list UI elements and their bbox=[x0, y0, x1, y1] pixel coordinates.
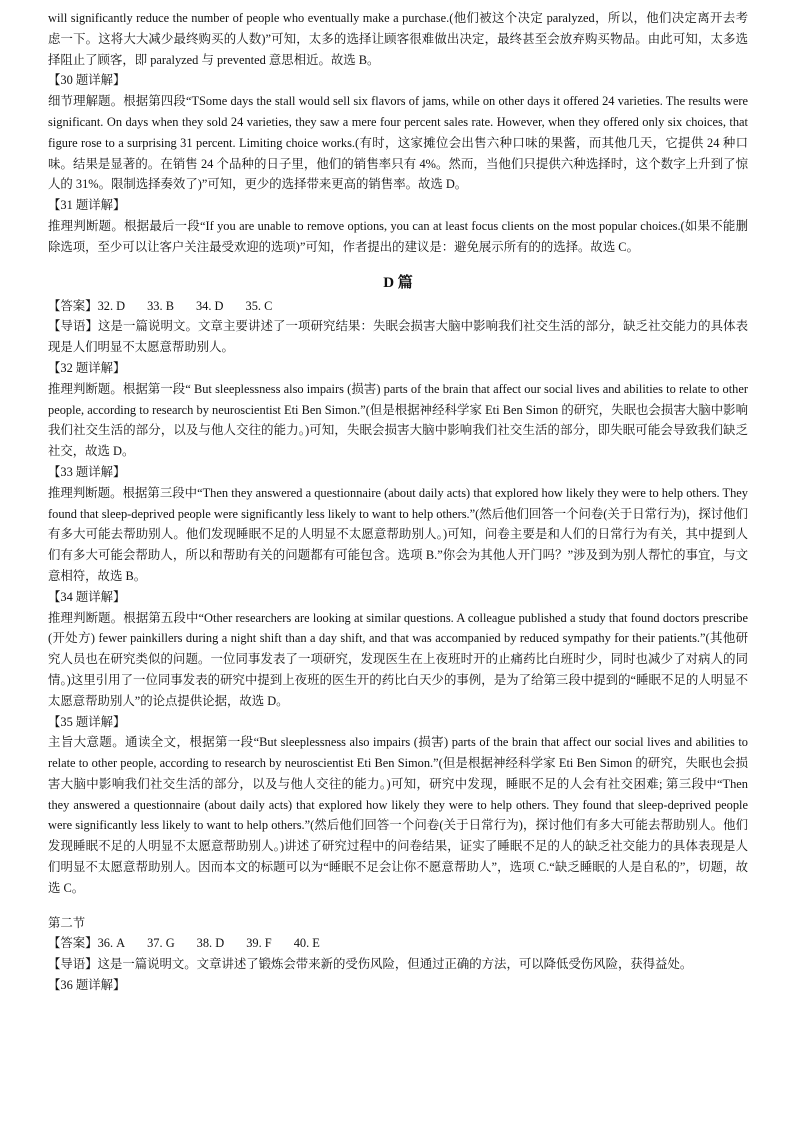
section-2-guide: 【导语】这是一篇说明文。文章讲述了锻炼会带来新的受伤风险，但通过正确的方法，可以降低受伤风险，获得益处。 bbox=[48, 957, 693, 972]
continued-paragraph: will significantly reduce the number of people who eventually make a purchase.(他们被这个决定 paralyzed，所以，他们决定离开去考虑一下。这将大大减少最终购买的人数)”可知，太多的选择让顾客很难做出决定，最终甚至会放弃购买物品。由此可知，太多选择阻止了顾客，即 paralyzed 与 prevented 意思相近。故选 B。 bbox=[48, 11, 748, 67]
q32-explanation: 推理判断题。根据第一段“ But sleeplessness also impairs (损害) parts of the brain that affect our social lives and abilities to relate to other people, according to research by neuroscientist Eti Ben Simon.”(但是根据神经科学家 Eti Ben Simon 的研究，失眠也会损害大脑中影响我们社交生活的部分，以及与他人交往的能力。)可知，失眠会损害大脑中影响我们社交生活的部分，即失眠可能会导致我们缺乏社交，故选 D。 bbox=[48, 381, 748, 459]
q30-heading: 【30 题详解】 bbox=[48, 73, 126, 88]
q36-heading: 【36 题详解】 bbox=[48, 978, 126, 993]
q33-explanation: 推理判断题。根据第三段中“Then they answered a questionnaire (about daily acts) that explored how likely they were to help others. They found that sleep-deprived people were significantly less likely to want to help others.”(然后他们回答一个问卷(关于日常行为)，探讨他们有多大可能去帮助别人。他们发现睡眠不足的人明显不太愿意帮助别人。)可知，问卷主要是和人们的日常行为有关，其中提到人们有多大可能会帮助人，所以和帮助有关的问题都有可能包含。选项 B.”你会为其他人开门吗？”涉及到为别人帮忙的事宜，与文意相符，故选 B。 bbox=[48, 485, 748, 583]
answer-item: 32. D bbox=[97, 298, 126, 313]
q32-heading: 【32 题详解】 bbox=[48, 360, 126, 375]
answer-item: 37. G bbox=[147, 936, 175, 951]
q35-heading: 【35 题详解】 bbox=[48, 714, 126, 729]
answer-item: 36. A bbox=[97, 936, 126, 951]
document-page bbox=[48, 8, 748, 996]
section-d-guide: 【导语】这是一篇说明文。文章主要讲述了一项研究结果：失眠会损害大脑中影响我们社交生活的部分，缺乏社交能力的具体表现是人们明显不太愿意帮助别人。 bbox=[48, 319, 748, 355]
q30-explanation: 细节理解题。根据第四段“TSome days the stall would sell six flavors of jams, while on other days it offered 24 varieties. The results were significant. On days when they sold 24 varieties, they saw a mere four percent sales rate. However, when they offered only six choices, that figure rose to a surprising 31 percent. Limiting choice works.(有时，这家摊位会出售六种口味的果酱，而其他几天，它提供 24 种口味。结果是显著的。在销售 24 个品种的日子里，他们的销售率只有 4%。然而，当他们只提供六种选择时，这个数字上升到了惊人的 31%。限制选择奏效了)”可知，更少的选择带来更高的销售率。故选 D。 bbox=[48, 94, 748, 192]
q34-explanation: 推理判断题。根据第五段中“Other researchers are looking at similar questions. A colleague published a study that found doctors prescribe (开处方) fewer painkillers during a night shift than a day shift, and that was accompanied by reduced sympathy for their patients.”(其他研究人员也在研究类似的问题。一位同事发表了一项研究，发现医生在上夜班时开的止痛药比白班时少，同时也减少了对病人的同情。)这里引用了一位同事发表的研究中提到上夜班的医生开的药比白天少的事例，是为了给第三段中提到的“睡眠不足的人明显不太愿意帮助别人”的论点提供论据，故选 D。 bbox=[48, 610, 748, 708]
section-2-answers bbox=[48, 933, 748, 954]
section-d-title: D 篇 bbox=[383, 274, 413, 291]
q31-heading: 【31 题详解】 bbox=[48, 198, 126, 213]
answer-item: 39. F bbox=[246, 936, 272, 951]
answer-item: 35. C bbox=[245, 298, 273, 313]
q33-heading: 【33 题详解】 bbox=[48, 464, 126, 479]
answer-item: 34. D bbox=[195, 298, 224, 313]
section-d-answers bbox=[48, 296, 748, 317]
section-2-title: 第二节 bbox=[48, 915, 86, 930]
answer-item: 38. D bbox=[196, 936, 225, 951]
answer-item: 40. E bbox=[293, 936, 320, 951]
answers-label: 【答案】 bbox=[48, 936, 98, 951]
q31-explanation: 推理判断题。根据最后一段“If you are unable to remove options, you can at least focus clients on the most popular choices.(如果不能删除选项，至少可以让客户关注最受欢迎的选项)”可知，作者提出的建议是：避免展示所有的的选择。故选 C。 bbox=[48, 218, 748, 254]
q34-heading: 【34 题详解】 bbox=[48, 589, 126, 604]
q35-explanation: 主旨大意题。通读全文，根据第一段“But sleeplessness also impairs (损害) parts of the brain that affect our social lives and abilities to relate to other people, according to research by neuroscientist Eti Ben Simon.”(但是根据神经科学家 Eti Ben Simon 的研究，失眠也会损害大脑中影响我们社交生活的部分，以及与他人交往的能力。)可知，研究中发现，睡眠不足的人会有社交困难; 第三段中“Then they answered a questionnaire (about daily acts) that explored how likely they were to help others. They found that sleep-deprived people were significantly less likely to want to help others.”(然后他们回答一个问卷(关于日常行为)，探讨他们有多大可能去帮助别人。他们发现睡眠不足的人明显不太愿意帮助别人。)讲述了研究过程中的问卷结果，证实了睡眠不足的人的缺乏社交能力的具体表现是人们明显不太愿意帮助别人。因而本文的标题可以为“睡眠不足会让你不愿意帮助人”，选项 C.“缺乏睡眠的人是自私的”，切题，故选 C。 bbox=[48, 735, 748, 895]
answer-item: 33. B bbox=[147, 298, 174, 313]
answers-label: 【答案】 bbox=[48, 298, 98, 313]
